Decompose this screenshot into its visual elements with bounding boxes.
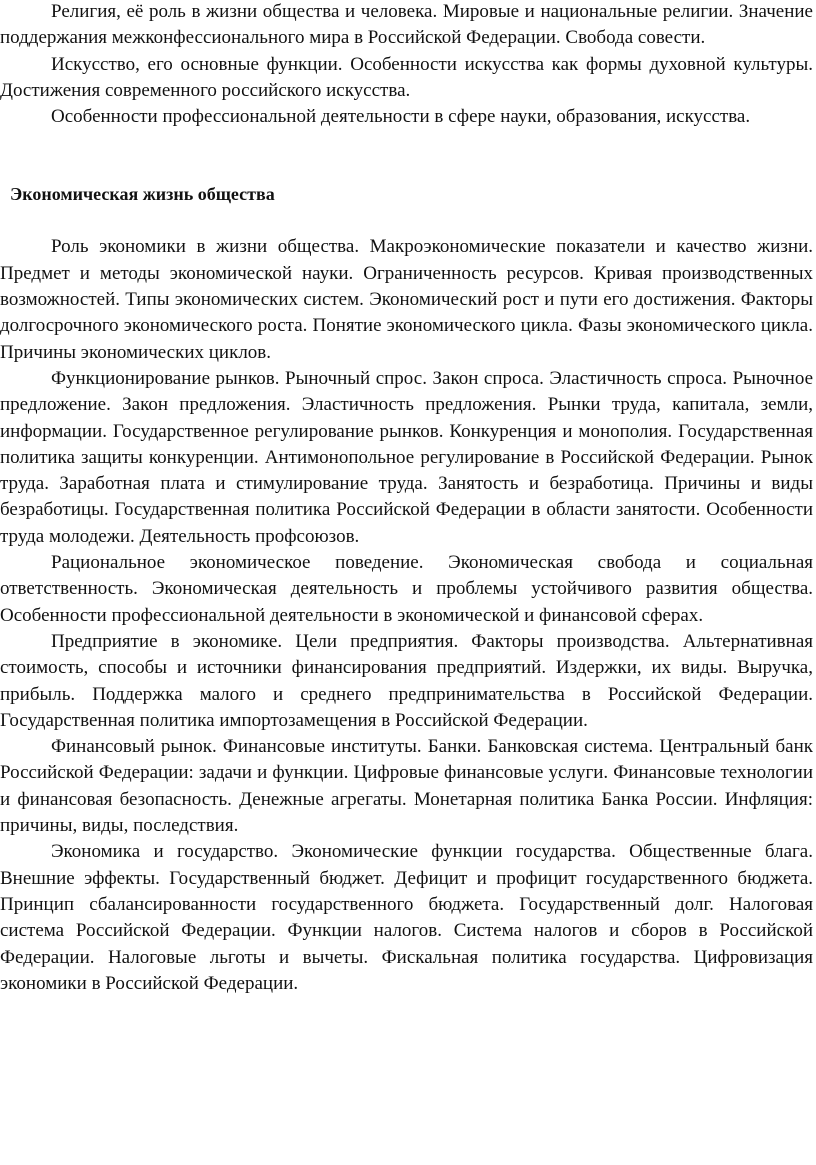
paragraph-rational-behavior: Рациональное экономическое поведение. Экономическая свобода и социальная ответственность. Экономическая деятельность и проблемы устойчивого развития общества. Особенности профессиональной деятельности в экономической и финансовой сферах. <box>0 552 813 626</box>
paragraph-economy-state: Экономика и государство. Экономические функции государства. Общественные блага. Внешние эффекты. Государственный бюджет. Дефицит и профицит государственного бюджета. Принцип сбалансированности государственного бюджета. Государственный долг. Налоговая система Российской Федерации. Функции налогов. Система налогов и сборов в Российской Федерации. Налоговые льготы и вычеты. Фискальная политика государства. Цифровизация экономики в Российской Федерации. <box>0 841 813 994</box>
paragraph-art: Искусство, его основные функции. Особенности искусства как формы духовной культуры. Достижения современного российского искусства. <box>0 53 813 101</box>
section-heading: Экономическая жизнь общества <box>10 184 275 205</box>
spacer <box>0 207 813 234</box>
paragraph-religion: Религия, её роль в жизни общества и человека. Мировые и национальные религии. Значение поддержания межконфессионального мира в Российской Федерации. Свобода совести. <box>0 1 813 49</box>
paragraph-markets: Функционирование рынков. Рыночный спрос. Закон спроса. Эластичность спроса. Рыночное предложение. Закон предложения. Эластичность предложения. Рынки труда, капитала, земли, информации. Государственное регулирование рынков. Конкуренция и монополия. Государственная политика защиты конкуренции. Антимонопольное регулирование в Российской Федерации. Рынок труда. Заработная плата и стимулирование труда. Занятость и безработица. Причины и виды безработицы. Государственная политика Российской Федерации в области занятости. Особенности труда молодежи. Деятельность профсоюзов. <box>0 367 813 547</box>
paragraph-economy-role: Роль экономики в жизни общества. Макроэкономические показатели и качество жизни. Предмет и методы экономической науки. Ограниченность ресурсов. Кривая производственных возможностей. Типы экономических систем. Экономический рост и пути его достижения. Факторы долгосрочного экономического роста. Понятие экономического цикла. Фазы экономического цикла. Причины экономических циклов. <box>0 236 813 363</box>
paragraph-professional-activity: Особенности профессиональной деятельности в сфере науки, образования, искусства. <box>51 106 751 128</box>
paragraph-financial-market: Финансовый рынок. Финансовые институты. Банки. Банковская система. Центральный банк Российской Федерации: задачи и функции. Цифровые финансовые услуги. Финансовые технологии и финансовая безопасность. Денежные агрегаты. Монетарная политика Банка России. Инфляция: причины, виды, последствия. <box>0 736 813 837</box>
spacer <box>0 130 813 181</box>
paragraph-enterprise: Предприятие в экономике. Цели предприятия. Факторы производства. Альтернативная стоимость, способы и источники финансирования предприятий. Издержки, их виды. Выручка, прибыль. Поддержка малого и среднего предпринимательства в Российской Федерации. Государственная политика импортозамещения в Российской Федерации. <box>0 630 813 731</box>
